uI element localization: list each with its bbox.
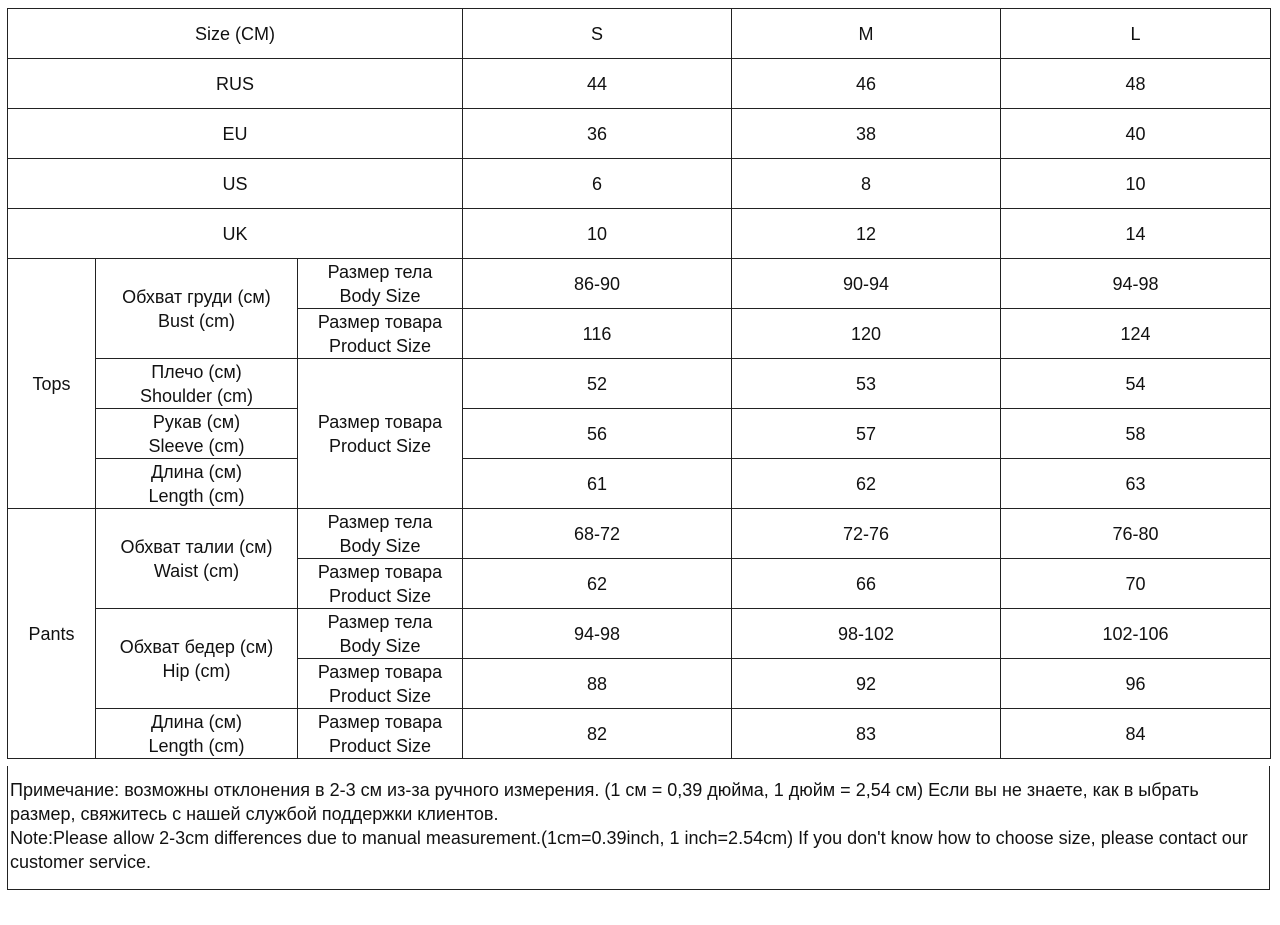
tops-sleeve-row: [8, 409, 1271, 459]
value-cell: 63: [1001, 459, 1271, 509]
conversion-label: RUS: [8, 59, 463, 109]
size-header-label: Size (CM): [8, 9, 463, 59]
value-cell: 8: [732, 159, 1001, 209]
value-cell: 14: [1001, 209, 1271, 259]
value-cell: 98-102: [732, 609, 1001, 659]
value-cell: 62: [463, 559, 732, 609]
value-cell: 116: [463, 309, 732, 359]
value-cell: 38: [732, 109, 1001, 159]
size-m-header: M: [732, 9, 1001, 59]
value-cell: 58: [1001, 409, 1271, 459]
size-chart: [7, 8, 1271, 759]
shoulder-label-en: Shoulder (cm): [139, 385, 254, 406]
product-size-label-en: Product Size: [328, 685, 432, 706]
conversion-row-us: [8, 159, 1271, 209]
value-cell: 57: [732, 409, 1001, 459]
hip-label-ru: Обхват бедер (см): [119, 636, 274, 657]
product-size-label-en: Product Size: [328, 585, 432, 606]
body-size-label-en: Body Size: [339, 285, 421, 306]
length-label-ru: Длина (см): [150, 461, 243, 482]
value-cell: 94-98: [1001, 259, 1271, 309]
body-size-label-ru: Размер тела: [327, 261, 433, 282]
value-cell: 10: [1001, 159, 1271, 209]
value-cell: 10: [463, 209, 732, 259]
body-size-label-en: Body Size: [339, 535, 421, 556]
conversion-row-uk: [8, 209, 1271, 259]
value-cell: 36: [463, 109, 732, 159]
value-cell: 120: [732, 309, 1001, 359]
note-ru: Примечание: возможны отклонения в 2-3 см из-за ручного измерения. (1 см = 0,39 дюйма, 1 дюйм = 2,54 см) Если вы не знаете, как в ыбрать размер, свяжитесь с нашей службой поддержки клиентов.: [10, 780, 1199, 824]
value-cell: 44: [463, 59, 732, 109]
pants-waist-body-row: [8, 509, 1271, 559]
product-size-label-en: Product Size: [328, 335, 432, 356]
value-cell: 83: [732, 709, 1001, 759]
product-size-label: [298, 709, 463, 759]
sleeve-label: [96, 409, 298, 459]
sleeve-label-ru: Рукав (см): [152, 411, 241, 432]
product-size-label: [298, 359, 463, 509]
value-cell: 68-72: [463, 509, 732, 559]
hip-label: [96, 609, 298, 709]
value-cell: 92: [732, 659, 1001, 709]
product-size-label: [298, 309, 463, 359]
value-cell: 53: [732, 359, 1001, 409]
shoulder-label-ru: Плечо (см): [151, 361, 242, 382]
measurement-note: [7, 766, 1270, 890]
product-size-label-en: Product Size: [328, 735, 432, 756]
size-l-header: L: [1001, 9, 1271, 59]
value-cell: 102-106: [1001, 609, 1271, 659]
product-size-label-ru: Размер товара: [317, 711, 443, 732]
pants-length-row: [8, 709, 1271, 759]
value-cell: 48: [1001, 59, 1271, 109]
body-size-label-ru: Размер тела: [327, 511, 433, 532]
value-cell: 6: [463, 159, 732, 209]
pants-section-label: Pants: [8, 509, 96, 759]
value-cell: 90-94: [732, 259, 1001, 309]
value-cell: 54: [1001, 359, 1271, 409]
value-cell: 12: [732, 209, 1001, 259]
tops-length-row: [8, 459, 1271, 509]
value-cell: 52: [463, 359, 732, 409]
value-cell: 84: [1001, 709, 1271, 759]
size-table: [7, 8, 1271, 759]
tops-section-label: Tops: [8, 259, 96, 509]
pants-hip-body-row: [8, 609, 1271, 659]
bust-label-ru: Обхват груди (см): [122, 286, 271, 307]
conversion-label: US: [8, 159, 463, 209]
value-cell: 70: [1001, 559, 1271, 609]
conversion-row-rus: [8, 59, 1271, 109]
body-size-label-en: Body Size: [339, 635, 421, 656]
value-cell: 82: [463, 709, 732, 759]
length-label: [96, 709, 298, 759]
value-cell: 96: [1001, 659, 1271, 709]
tops-shoulder-row: [8, 359, 1271, 409]
conversion-row-eu: [8, 109, 1271, 159]
length-label-ru: Длина (см): [150, 711, 243, 732]
body-size-label: [298, 609, 463, 659]
body-size-label: [298, 259, 463, 309]
product-size-label-ru: Размер товара: [317, 411, 443, 432]
product-size-label-ru: Размер товара: [317, 561, 443, 582]
value-cell: 61: [463, 459, 732, 509]
value-cell: 72-76: [732, 509, 1001, 559]
product-size-label: [298, 659, 463, 709]
value-cell: 86-90: [463, 259, 732, 309]
product-size-label-ru: Размер товара: [317, 311, 443, 332]
value-cell: 56: [463, 409, 732, 459]
waist-label-ru: Обхват талии (см): [120, 536, 273, 557]
value-cell: 76-80: [1001, 509, 1271, 559]
waist-label: [96, 509, 298, 609]
value-cell: 62: [732, 459, 1001, 509]
waist-label-en: Waist (cm): [153, 560, 240, 581]
body-size-label-ru: Размер тела: [327, 611, 433, 632]
value-cell: 40: [1001, 109, 1271, 159]
product-size-label: [298, 559, 463, 609]
sleeve-label-en: Sleeve (cm): [148, 435, 245, 456]
conversion-label: UK: [8, 209, 463, 259]
length-label-en: Length (cm): [148, 485, 245, 506]
conversion-label: EU: [8, 109, 463, 159]
tops-bust-body-row: [8, 259, 1271, 309]
body-size-label: [298, 509, 463, 559]
product-size-label-ru: Размер товара: [317, 661, 443, 682]
bust-label: [96, 259, 298, 359]
hip-label-en: Hip (cm): [162, 660, 231, 681]
value-cell: 94-98: [463, 609, 732, 659]
note-en: Note:Please allow 2-3cm differences due to manual measurement.(1cm=0.39inch, 1 inch=2.54cm) If you don't know how to choose size, please contact our customer service.: [10, 828, 1248, 872]
shoulder-label: [96, 359, 298, 409]
length-label: [96, 459, 298, 509]
value-cell: 88: [463, 659, 732, 709]
length-label-en: Length (cm): [148, 735, 245, 756]
value-cell: 124: [1001, 309, 1271, 359]
product-size-label-en: Product Size: [328, 435, 432, 456]
value-cell: 46: [732, 59, 1001, 109]
value-cell: 66: [732, 559, 1001, 609]
header-row: [8, 9, 1271, 59]
bust-label-en: Bust (cm): [157, 310, 235, 331]
size-s-header: S: [463, 9, 732, 59]
